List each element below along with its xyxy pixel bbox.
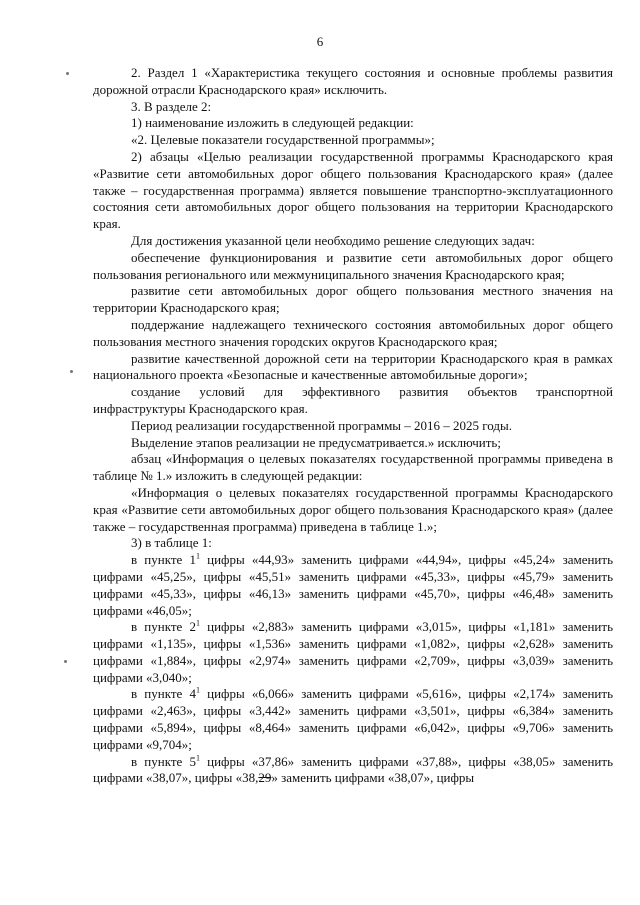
item-superscript: 1 xyxy=(195,686,200,696)
table-change-item xyxy=(93,552,613,619)
paragraph: поддержание надлежащего технического состояния автомобильных дорог общего пользования местного значения городских округов Краснодарского края; xyxy=(93,316,613,349)
table-change-item xyxy=(93,686,613,753)
scan-mark xyxy=(66,72,69,75)
paragraph: абзац «Информация о целевых показателях государственной программы приведена в таблице № 1.» изложить в следующей редакции: xyxy=(93,451,613,484)
table-change-item xyxy=(93,754,613,788)
paragraph: 1) наименование изложить в следующей редакции: xyxy=(131,115,414,131)
scan-mark xyxy=(70,370,73,373)
item-text: цифры «37,86» заменить цифрами «37,88», цифры «38,05» заменить цифрами «38,07», цифры «38, xyxy=(93,753,613,786)
paragraph: «Информация о целевых показателях государственной программы Краснодарского края «Развитие сети автомобильных дорог общего пользования Краснодарского края» (далее также – государственная программа) приведена в таблице 1.»; xyxy=(93,484,613,534)
item-prefix: в пункте 5 xyxy=(131,753,196,769)
table-change-item xyxy=(93,619,613,686)
item-text: цифры «6,066» заменить цифрами «5,616», цифры «2,174» заменить цифрами «2,463», цифры «3,442» заменить цифрами «3,501», цифры «6,384» заменить цифрами «5,894», цифры «8,464» заменить цифрами «6,042», цифры «9,706» заменить цифрами «9,704»; xyxy=(93,686,613,752)
scan-mark xyxy=(64,660,67,663)
item-prefix: в пункте 4 xyxy=(131,686,196,702)
item-prefix: в пункте 1 xyxy=(131,552,196,568)
item-superscript: 1 xyxy=(195,753,200,763)
item-text: цифры «2,883» заменить цифрами «3,015», цифры «1,181» заменить цифрами «1,135», цифры «1,536» заменить цифрами «1,082», цифры «2,628» заменить цифрами «1,884», цифры «2,974» заменить цифрами «2,709», цифры «3,039» заменить цифрами «3,040»; xyxy=(93,619,613,685)
item-text: » заменить цифрами «38,07», цифры xyxy=(271,770,475,786)
paragraph: 2. Раздел 1 «Характеристика текущего состояния и основные проблемы развития дорожной отрасли Краснодарского края» исключить. xyxy=(93,65,613,97)
paragraph: Для достижения указанной цели необходимо решение следующих задач: xyxy=(131,232,535,248)
paragraph: развитие сети автомобильных дорог общего пользования местного значения на территории Краснодарского края; xyxy=(93,283,613,316)
document-body xyxy=(93,65,613,787)
item-superscript: 1 xyxy=(195,551,200,561)
page-number: 6 xyxy=(316,34,324,49)
paragraph: 3) в таблице 1: xyxy=(131,535,212,551)
item-superscript: 1 xyxy=(195,618,200,628)
paragraph: обеспечение функционирования и развитие сети автомобильных дорог общего пользования регионального или межмуниципального значения Краснодарского края; xyxy=(93,249,613,282)
paragraph: Выделение этапов реализации не предусматривается.» исключить; xyxy=(131,434,501,450)
paragraph: 3. В разделе 2: xyxy=(131,98,212,114)
item-prefix: в пункте 2 xyxy=(131,619,196,635)
paragraph: развитие качественной дорожной сети на территории Краснодарского края в рамках национального проекта «Безопасные и качественные автомобильные дороги»; xyxy=(93,350,613,383)
paragraph: 2) абзацы «Целью реализации государственной программы Краснодарского края «Развитие сети автомобильных дорог общего пользования Краснодарского края» (далее также – государственная программа) является повышение транспортно-эксплуатационного состояния сети автомобильных дорог общего пользования на территории Краснодарского края. xyxy=(93,148,613,232)
struck-digits: 29 xyxy=(258,770,272,786)
paragraph: Период реализации государственной программы – 2016 – 2025 годы. xyxy=(131,417,513,433)
paragraph: «2. Целевые показатели государственной программы»; xyxy=(131,132,435,148)
paragraph: создание условий для эффективного развития объектов транспортной инфраструктуры Краснодарского края. xyxy=(93,384,613,416)
item-text: цифры «44,93» заменить цифрами «44,94», цифры «45,24» заменить цифрами «45,25», цифры «45,51» заменить цифрами «45,33», цифры «45,79» заменить цифрами «45,33», цифры «46,13» заменить цифрами «45,70», цифры «46,48» заменить цифрами «46,05»; xyxy=(93,552,613,618)
